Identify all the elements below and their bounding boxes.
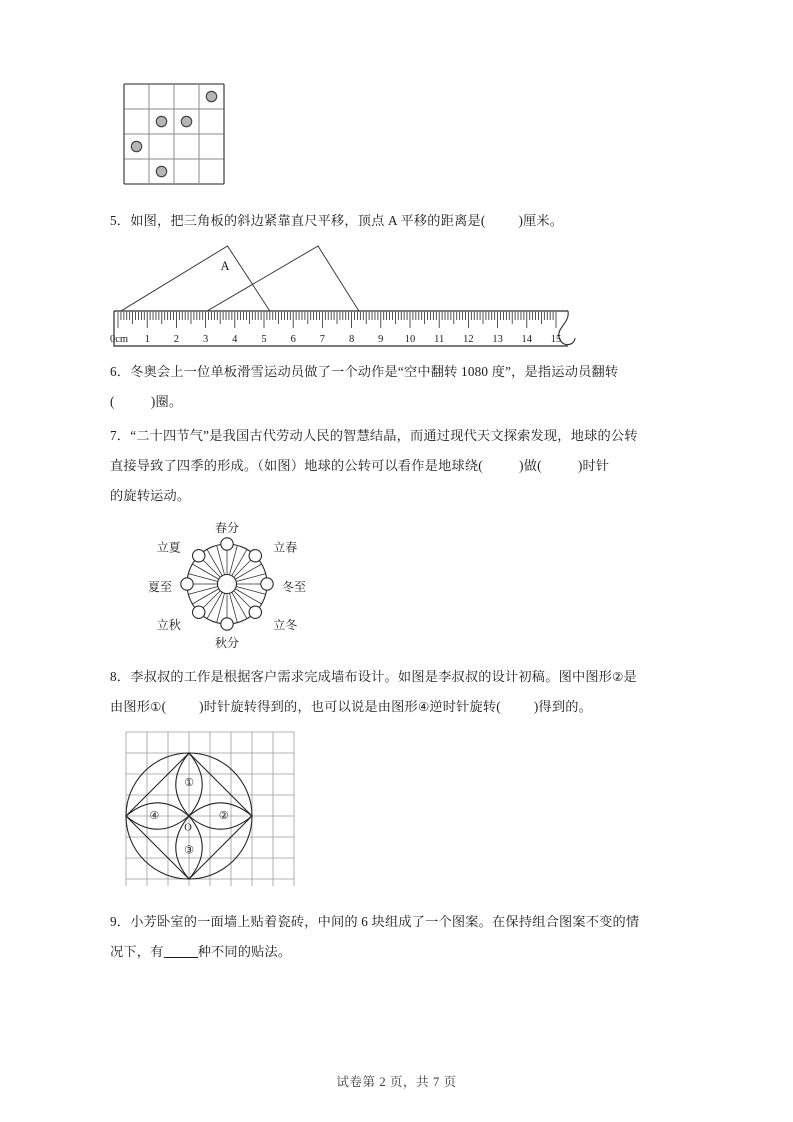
question-7-line-2	[110, 451, 690, 481]
ruler-tick-label: 8	[348, 334, 355, 345]
question-7-line2-b: )做(	[519, 458, 542, 473]
triangle-ruler	[121, 246, 270, 311]
question-6	[110, 357, 690, 417]
solar-term-label: 春分	[214, 520, 240, 535]
question-7-line3-text: 的旋转运动。	[110, 488, 191, 503]
ruler-tick-label: 11	[434, 334, 445, 345]
ruler-origin-label: 0cm	[110, 334, 129, 345]
ruler-tick-label: 2	[173, 334, 180, 345]
solar-terms-wheel-figure	[120, 519, 690, 654]
petal-label: ①	[184, 776, 194, 790]
question-8	[110, 662, 690, 722]
question-6-line1-text: 冬奥会上一位单板滑雪运动员做了一个动作是“空中翻转 1080 度”，是指运动员翻转	[130, 364, 619, 379]
ruler-tick-label: 6	[290, 334, 296, 345]
solar-term-label: 立冬	[273, 618, 298, 633]
question-5-blank	[485, 213, 518, 228]
page-content	[110, 78, 690, 967]
question-8-circled-1: ①	[150, 699, 162, 714]
question-8-line2-c: )时针旋转得到的，也可以说是由图形	[199, 699, 418, 714]
question-9-number: 9．	[110, 914, 131, 929]
question-5-text-after: )厘米。	[518, 213, 564, 228]
question-6-number: 6．	[110, 364, 131, 379]
question-9	[110, 907, 690, 967]
solar-term-label: 立秋	[156, 618, 181, 633]
solar-term-node	[193, 550, 205, 562]
question-8-line2-e: )得到的。	[533, 699, 592, 714]
solar-term-label: 夏至	[147, 579, 173, 594]
grid-dot	[156, 166, 166, 176]
ruler-tick-label: 10	[404, 334, 416, 345]
question-8-line1-b: 是	[623, 669, 637, 684]
question-6-line-2	[110, 387, 690, 417]
petal-label: ④	[149, 809, 160, 822]
ruler-tick-label: 14	[521, 334, 533, 345]
ruler-with-triangles-figure	[110, 240, 690, 353]
question-8-blank-1	[166, 699, 199, 714]
question-7	[110, 421, 690, 511]
question-5-text-before: 如图，把三角板的斜边紧靠直尺平移，顶点 A 平移的距离是(	[130, 213, 486, 228]
ruler-tick-label: 9	[378, 334, 384, 345]
solar-term-node	[181, 578, 193, 590]
question-6-line-1	[110, 357, 690, 387]
solar-term-node	[221, 618, 233, 630]
grid-dot	[181, 116, 191, 126]
triangle-vertex-label-a: A	[220, 259, 230, 273]
question-5-number: 5．	[110, 213, 131, 228]
solar-terms-wheel-svg	[120, 519, 335, 649]
question-9-line2-b: 种不同的贴法。	[197, 944, 292, 959]
question-8-circled-4: ④	[417, 699, 430, 714]
ruler-tick-label: 4	[232, 334, 238, 345]
center-point-label: O	[184, 822, 192, 834]
wall-design-svg	[118, 726, 303, 886]
ruler-tick-label: 13	[492, 334, 503, 345]
grid-dot	[156, 116, 166, 126]
solar-term-node	[249, 550, 261, 562]
question-7-blank-2	[542, 458, 578, 473]
ruler-tick-label: 15	[550, 334, 562, 345]
solar-term-node	[261, 578, 273, 590]
question-6-blank-close: )圈。	[150, 394, 183, 409]
ruler-tick-label: 3	[202, 334, 209, 345]
triangle-ruler	[207, 246, 359, 311]
solar-term-node	[221, 538, 233, 550]
question-7-blank-1	[483, 458, 519, 473]
grid-dot	[206, 91, 216, 101]
page-footer: 试卷第 2 页，共 7 页	[336, 1075, 457, 1089]
ruler-tick-label: 5	[261, 334, 267, 345]
question-7-line1-text: “二十四节气”是我国古代劳动人民的智慧结晶，而通过现代天文探索发现，地球的公转	[130, 428, 638, 443]
question-8-line2-b: (	[161, 699, 167, 714]
question-8-line2-d: 逆时针旋转(	[429, 699, 501, 714]
question-8-circled-2: ②	[612, 669, 624, 684]
ruler-svg	[110, 240, 610, 348]
question-8-line-1	[110, 662, 690, 692]
question-7-number: 7．	[110, 428, 131, 443]
question-8-number: 8．	[110, 669, 131, 684]
question-8-blank-2	[501, 699, 534, 714]
grid-dot	[131, 141, 141, 151]
question-7-line2-c: )时针	[577, 458, 610, 473]
question-7-line-1	[110, 421, 690, 451]
ruler-tick-label: 7	[319, 334, 326, 345]
solar-term-label: 立夏	[156, 540, 181, 555]
petal-label: ②	[218, 809, 229, 822]
solar-term-node	[193, 606, 205, 618]
wall-fabric-design-figure	[118, 726, 690, 891]
question-8-line1-a: 李叔叔的工作是根据客户需求完成墙布设计。如图是李叔叔的设计初稿。图中图形	[130, 669, 613, 684]
solar-term-node	[249, 606, 261, 618]
ruler-tick-label: 1	[144, 334, 150, 345]
petal-label: ③	[184, 843, 194, 857]
question-5	[110, 206, 690, 236]
question-6-blank	[115, 394, 151, 409]
dot-grid-figure	[118, 78, 690, 198]
question-9-line-2	[110, 937, 690, 967]
solar-term-label: 秋分	[214, 635, 240, 649]
solar-term-label: 立春	[273, 540, 298, 555]
question-8-line2-a: 由图形	[110, 699, 151, 714]
question-7-line-3	[110, 481, 690, 511]
question-9-answer-blank	[164, 957, 198, 958]
question-9-line2-a: 况下，有	[110, 944, 164, 959]
question-7-line2-a: 直接导致了四季的形成。（如图）地球的公转可以看作是地球绕(	[110, 458, 483, 473]
question-9-line1-text: 小芳卧室的一面墙上贴着瓷砖，中间的 6 块组成了一个图案。在保持组合图案不变的情	[130, 914, 640, 929]
ruler-tick-label: 12	[463, 334, 474, 345]
question-6-blank-open: (	[110, 394, 115, 409]
question-9-line-1	[110, 907, 690, 937]
dot-grid-svg	[118, 78, 238, 193]
solar-term-label: 冬至	[281, 579, 307, 594]
question-8-line-2	[110, 692, 690, 722]
